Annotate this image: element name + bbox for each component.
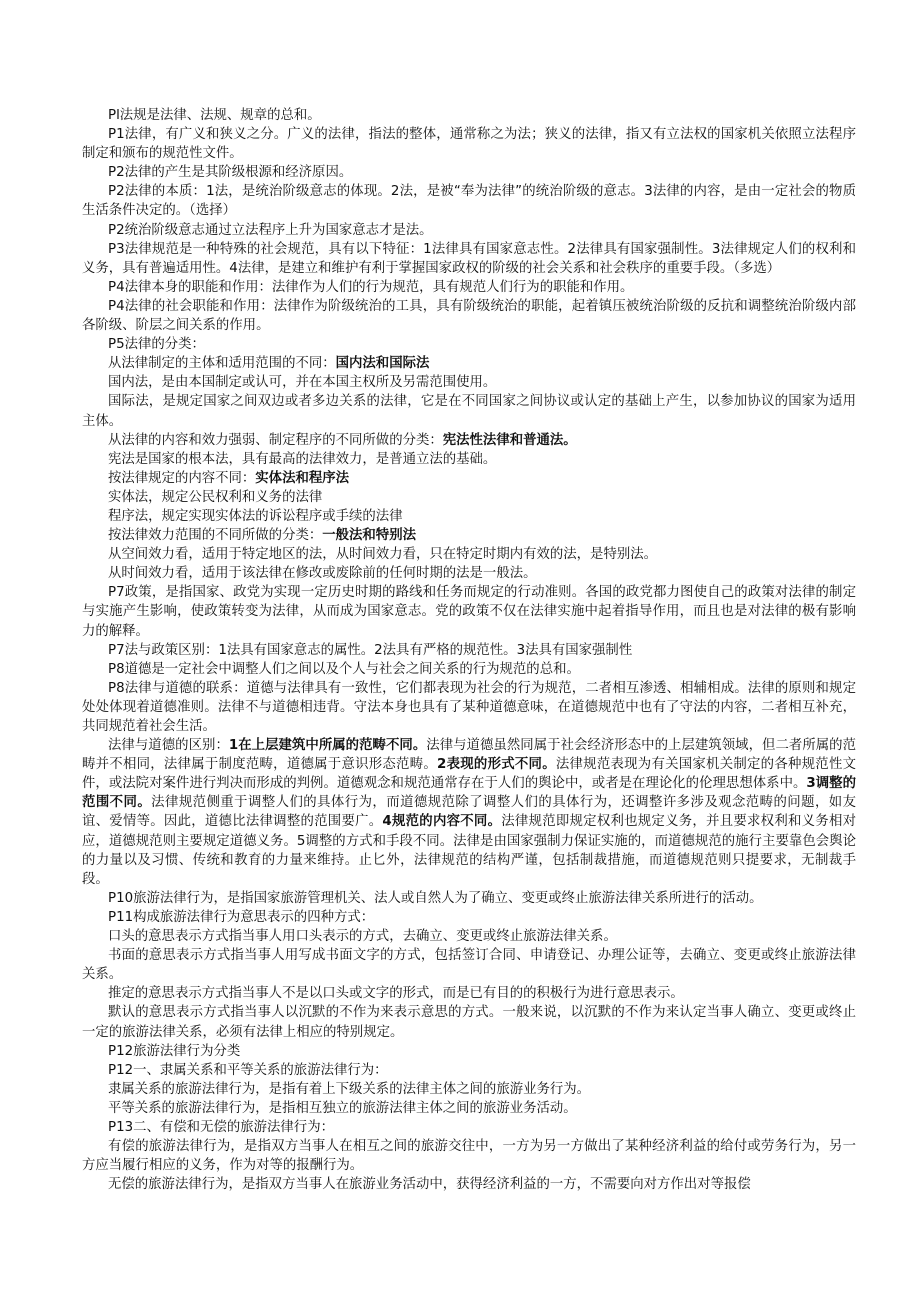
bold-heading-text: 一般法和特别法 (322, 528, 416, 544)
paragraph-text: P2统治阶级意志通过立法程序上升为国家意志才是法。 (108, 222, 433, 238)
bold-heading-text: 国内法和国际法 (335, 356, 430, 372)
paragraph-text: 法律规范表现为有关国家机关制定的各种规范性文件，或法院对案件进行判决而形成的判例。道德观念和规范通常存在于人们的舆论中，或者是在理论化的伦理思想体系中。 (82, 757, 857, 792)
bold-heading-text: 实体法和程序法 (255, 470, 350, 486)
paragraph-text: 宪法是国家的根本法，具有最高的法律效力，是普通立法的基础。 (108, 451, 497, 467)
paragraph-text: Pl法规是法律、法规、规章的总和。 (108, 108, 321, 123)
paragraph (82, 1175, 856, 1194)
paragraph (82, 660, 856, 679)
paragraph-text: P12旅游法律行为分类 (108, 1043, 241, 1059)
paragraph (82, 278, 856, 297)
paragraph (82, 1061, 856, 1080)
paragraph (82, 946, 856, 984)
paragraph (82, 469, 856, 488)
paragraph (82, 221, 856, 240)
paragraph (82, 1099, 856, 1118)
paragraph-text: 隶属关系的旅游法律行为，是指有着上下级关系的法律主体之间的旅游业务行为。 (108, 1081, 591, 1097)
paragraph-text: 法律规范即规定权利也规定义务，并且要求权利和义务相对应，道德规范则主要规定道德义务。5调整的方式和手段不同。法律是由国家强制力保证实施的，而道德规范的施行主要靠色会舆论的力量以及习惯、传统和教育的力量来维持。止匕外，法律规范的结构严谨，包括制裁措施，而道德规范则只提要求，无制裁手段。 (82, 814, 856, 887)
bold-heading-text: 2表现的形式不同。 (437, 757, 556, 773)
paragraph-text: 推定的意思表示方式指当事人不是以口头或文字的形式，而是已有目的的积极行为进行意思表示。 (108, 986, 684, 1002)
paragraph (82, 679, 856, 736)
paragraph (82, 354, 856, 373)
paragraph-text: 口头的意思表示方式指当事人用口头表示的方式，去确立、变更或终止旅游法律关系。 (108, 929, 617, 945)
paragraph-text: 法律与道德的区别： (108, 738, 229, 754)
paragraph (82, 908, 856, 927)
paragraph-text: P12一、隶属关系和平等关系的旅游法律行为： (108, 1062, 388, 1078)
paragraph (82, 583, 856, 640)
paragraph-text: 国内法，是由本国制定或认可，并在本国主权所及另需范围使用。 (108, 375, 497, 391)
paragraph (82, 507, 856, 526)
paragraph (82, 927, 856, 946)
paragraph (82, 373, 856, 392)
paragraph-text: P3法律规范是一种特殊的社会规范，具有以下特征：1法律具有国家意志性。2法律具有国家强制性。3法律规定人们的权利和义务，具有普遍适用性。4法律，是建立和维护有利于掌握国家政权的阶级的社会关系和社会秩序的重要手段。（多选） (82, 241, 856, 276)
paragraph (82, 240, 856, 278)
paragraph-text: 从法律的内容和效力强弱、制定程序的不同所做的分类： (108, 432, 443, 448)
paragraph-text: P2法律的产生是其阶级根源和经济原因。 (108, 165, 353, 181)
paragraph (82, 1118, 856, 1137)
paragraph (82, 1137, 856, 1175)
paragraph (82, 1042, 856, 1061)
bold-heading-text: 宪法性法律和普通法。 (442, 432, 577, 448)
paragraph-text: 书面的意思表示方式指当事人用写成书面文字的方式，包括签订合同、申请登记、办理公证等，去确立、变更或终止旅游法律关系。 (82, 948, 856, 983)
paragraph (82, 392, 856, 430)
bold-heading-text: 3调整的范围不同。 (82, 776, 856, 811)
paragraph-text: P10旅游法律行为，是指国家旅游管理机关、法人或自然人为了确立、变更或终止旅游法律关系所进行的活动。 (108, 890, 763, 906)
paragraph-text: 从时间效力看，适用于该法律在修改或废除前的任何时期的法是一般法。 (108, 566, 537, 582)
paragraph-text: P13二、有偿和无偿的旅游法律行为： (108, 1119, 334, 1135)
paragraph (82, 545, 856, 564)
document-body (82, 106, 856, 1194)
paragraph (82, 984, 856, 1003)
bold-heading-text: 1在上层建筑中所属的范畴不同。 (228, 738, 427, 754)
paragraph-text: 实体法，规定公民权利和义务的法律 (108, 489, 323, 505)
paragraph-text: P8法律与道德的联系：道德与法律具有一致性，它们都表现为社会的行为规范，二者相互渗透、相辅相成。法律的原则和规定处处体现着道德准则。法律不与道德相违背。守法本身也具有了某种道德意味，在道德规范中也有了守法的内容，二者相互补充，共同规范着社会生活。 (82, 680, 856, 734)
paragraph-text: 默认的意思表示方式指当事人以沉默的不作为来表示意思的方式。一般来说，以沉默的不作为来认定当事人确立、变更或终止一定的旅游法律关系，必须有法律上相应的特别规定。 (82, 1005, 856, 1040)
paragraph-text: P8道德是一定社会中调整人们之间以及个人与社会之间关系的行为规范的总和。 (108, 661, 580, 677)
paragraph (82, 564, 856, 583)
paragraph (82, 163, 856, 182)
paragraph-text: P4法律本身的职能和作用：法律作为人们的行为规范，具有规范人们行为的职能和作用。 (108, 279, 634, 295)
paragraph-text: P7政策，是指国家、政党为实现一定历史时期的路线和任务而规定的行动准则。各国的政党都力图使自己的政策对法律的制定与实施产生影响，使政策转变为法律，从而成为国家意志。党的政策不仅在法律实施中起着指导作用，而且也是对法律的极有影响力的解释。 (82, 585, 856, 639)
paragraph-text: 平等关系的旅游法律行为，是指相互独立的旅游法律主体之间的旅游业务活动。 (108, 1100, 577, 1116)
paragraph-text: P1法律，有广义和狭义之分。广义的法律，指法的整体，通常称之为法；狭义的法律，指又有立法权的国家机关依照立法程序制定和颁布的规范性文件。 (82, 127, 856, 162)
paragraph (82, 641, 856, 660)
paragraph (82, 125, 856, 163)
paragraph-text: P4法律的社会职能和作用：法律作为阶级统治的工具，具有阶级统治的职能，起着镇压被统治阶级的反抗和调整统治阶级内部各阶级、阶层之间关系的作用。 (82, 298, 856, 334)
paragraph-text: P2法律的本质：1法，是统治阶级意志的体现。2法，是被“奉为法律”的统治阶级的意志。3法律的内容，是由一定社会的物质生活条件决定的。（选择） (82, 184, 856, 219)
paragraph-text: P5法律的分类： (108, 337, 205, 353)
paragraph-text: 按法律规定的内容不同： (108, 470, 256, 486)
paragraph-text: P11构成旅游法律行为意思表示的四种方式： (108, 909, 375, 925)
paragraph (82, 889, 856, 908)
paragraph (82, 297, 856, 335)
paragraph-text: 程序法，规定实现实体法的诉讼程序或手续的法律 (108, 508, 403, 524)
paragraph (82, 335, 856, 354)
paragraph-text: 法律规范侧重于调整人们的具体行为，而道德规范除了调整人们的具体行为，还调整许多涉及观念范畴的问题，如友谊、爱情等。因此，道德比法律调整的范围要广。 (82, 795, 857, 830)
paragraph-text: 从空间效力看，适用于特定地区的法，从时间效力看，只在特定时期内有效的法，是特别法。 (108, 547, 658, 563)
paragraph-text: 无偿的旅游法律行为，是指双方当事人在旅游业务活动中，获得经济利益的一方，不需要向对方作出对等报偿 (108, 1177, 751, 1193)
paragraph-text: 从法律制定的主体和适用范围的不同： (108, 356, 336, 372)
paragraph-text: 有偿的旅游法律行为，是指双方当事人在相互之间的旅游交往中，一方为另一方做出了某种经济利益的给付或劳务行为，另一方应当履行相应的义务，作为对等的报酬行为。 (82, 1139, 856, 1174)
paragraph (82, 450, 856, 469)
paragraph (82, 736, 856, 889)
paragraph (82, 182, 856, 220)
paragraph (82, 1080, 856, 1099)
paragraph-text: 国际法，是规定国家之间双边或者多边关系的法律，它是在不同国家之间协议或认定的基础上产生，以参加协议的国家为适用主体。 (82, 394, 856, 429)
bold-heading-text: 4规范的内容不同。 (382, 814, 502, 830)
paragraph (82, 106, 856, 125)
paragraph (82, 431, 856, 450)
paragraph-text: 按法律效力范围的不同所做的分类： (108, 528, 323, 544)
paragraph (82, 1003, 856, 1041)
paragraph (82, 488, 856, 507)
paragraph-text: P7法与政策区别：1法具有国家意志的属性。2法具有严格的规范性。3法具有国家强制性 (108, 642, 633, 658)
paragraph (82, 526, 856, 545)
paragraph-text: 法律与道德虽然同属于社会经济形态中的上层建筑领域，但二者所属的范畴并不相同，法律属于制度范畴，道德属于意识形态范畴。 (82, 738, 856, 773)
